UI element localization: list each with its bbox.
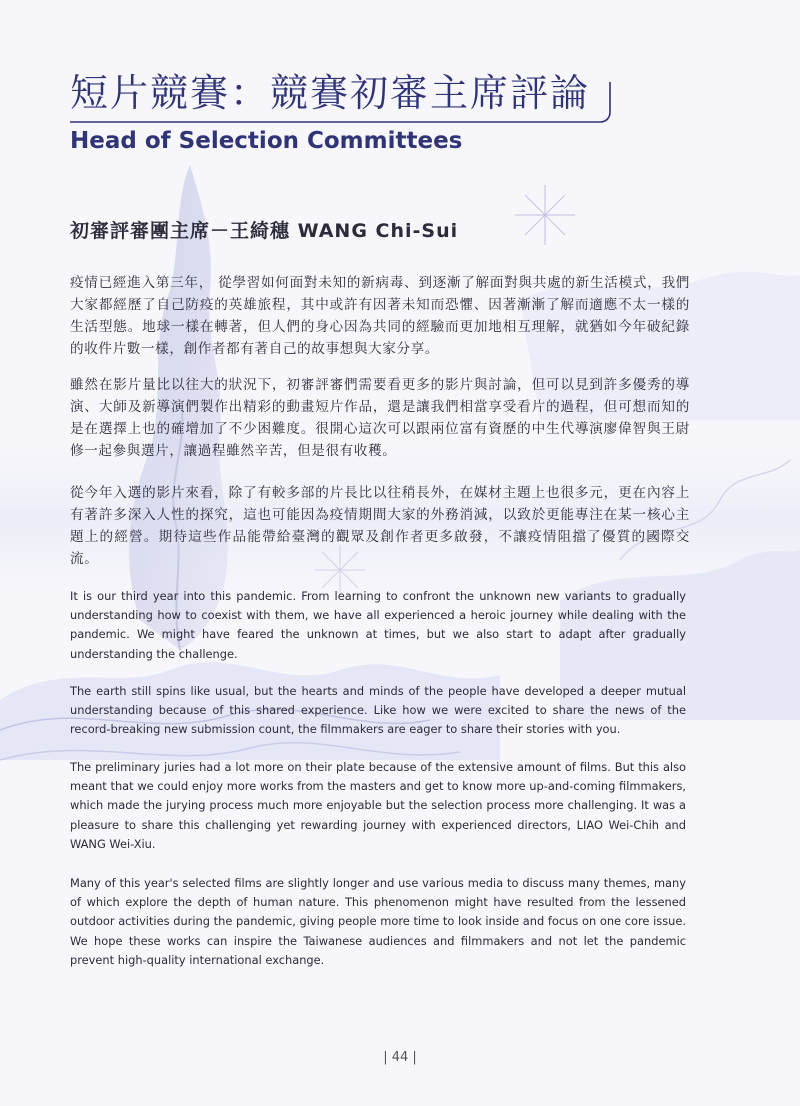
paragraph-en-4: Many of this year's selected films are slightly longer and use various media to discuss many themes, many of which explore the depth of human nature. This phenomenon might have resulted from the lessened outdoor activities during the pandemic, giving people more time to look inside and focus on one core issue. We hope these works can inspire the Taiwanese audiences and filmmakers and not let the pandemic prevent high-quality international exchange. [70, 876, 686, 967]
paragraph-zh-2: 雖然在影片量比以往大的狀況下，初審評審們需要看更多的影片與討論，但可以見到許多優秀的導演、大師及新導演們製作出精彩的動畫短片作品，還是讓我們相當享受看片的過程，但可想而知的是在選擇上也的確增加了不少困難度。很開心這次可以跟兩位富有資歷的中生代導演廖偉智與王尉修一起參與選片，讓過程雖然辛苦，但是很有收穫。 [70, 377, 690, 459]
paragraph-en-2: The earth still spins like usual, but the hearts and minds of the people have developed a deeper mutual understanding because of this shared experience. Like how we were excited to share the news of the record-breaking new submission count, the filmmakers are eager to share their stories with you. [70, 684, 686, 737]
paragraph-en-1: It is our third year into this pandemic. From learning to confront the unknown new variants to gradually understanding how to coexist with them, we have all experienced a heroic journey while dealing with the pandemic. We might have feared the unknown at times, but we also start to adapt after gradually understanding the challenge. [70, 589, 686, 661]
paragraph-zh-1: 疫情已經進入第三年， 從學習如何面對未知的新病毒、到逐漸了解面對與共處的新生活模式，我們大家都經歷了自己防疫的英雄旅程，其中或許有因著未知而恐懼、因著漸漸了解而適應不太一樣的生活型態。地球一樣在轉著，但人們的身心因為共同的經驗而更加地相互理解，就猶如今年破紀錄的收件片數一樣，創作者都有著自己的故事想與大家分享。 [70, 275, 690, 357]
paragraph-zh-3: 從今年入選的影片來看，除了有較多部的片長比以往稍長外，在媒材主題上也很多元，更在內容上有著許多深入人性的探究，這也可能因為疫情期間大家的外務消減，以致於更能專注在某一核心主題上的經營。期待這些作品能帶給臺灣的觀眾及創作者更多啟發，不讓疫情阻擋了優質的國際交流。 [70, 485, 690, 567]
section-heading: 初審評審團主席－王綺穗 WANG Chi-Sui [70, 220, 459, 242]
page-number: | 44 | [383, 1050, 417, 1065]
paragraph-en-3: The preliminary juries had a lot more on their plate because of the extensive amount of films. But this also meant that we could enjoy more works from the masters and get to know more up-and-coming filmmakers, which made the jurying process much more enjoyable but the selection process more challenging. It was a pleasure to share this challenging yet rewarding journey with experienced directors, LIAO Wei-Chih and WANG Wei-Xiu. [70, 760, 686, 851]
title-underline [0, 70, 640, 130]
page-subtitle-en: Head of Selection Committees [70, 128, 463, 154]
page-title-zh: 短片競賽：競賽初審主席評論 [70, 71, 591, 115]
